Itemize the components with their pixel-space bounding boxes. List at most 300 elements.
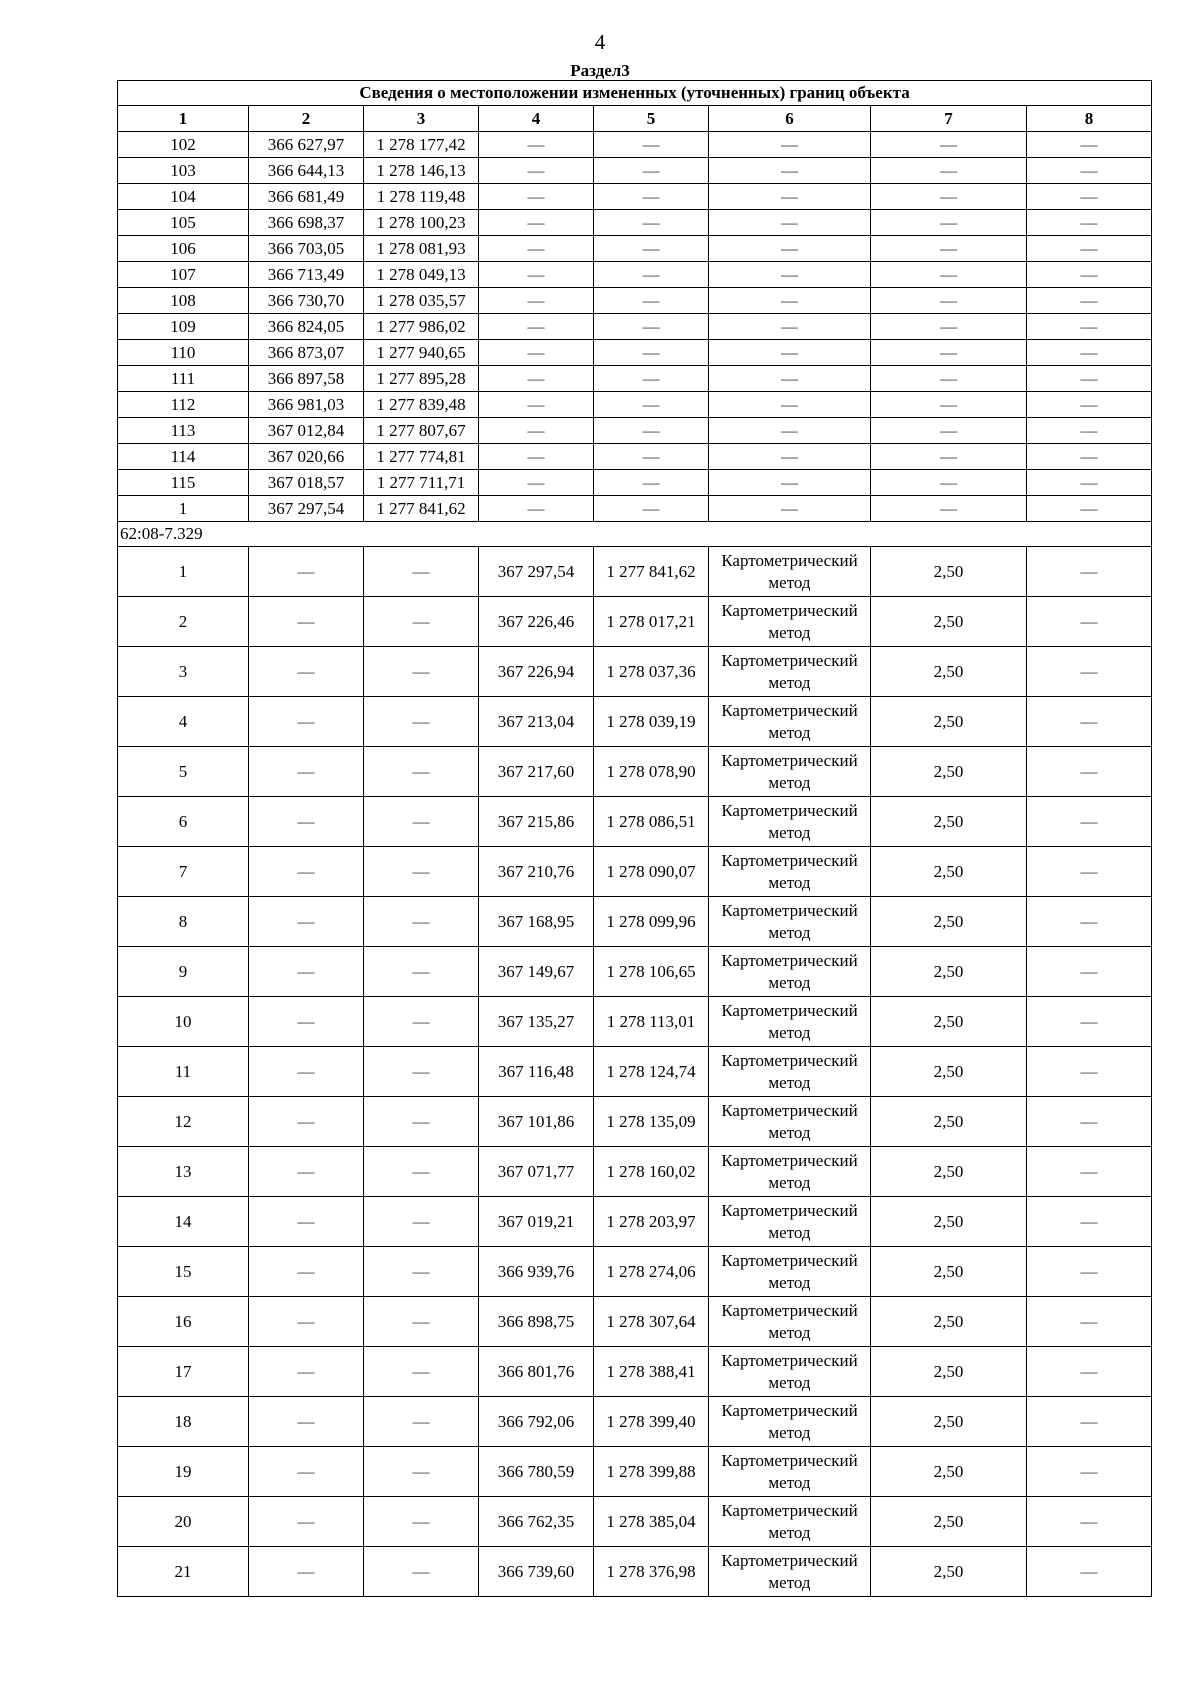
boundary-table xyxy=(117,80,1152,1597)
table-cell: — xyxy=(364,747,479,797)
table-cell: 102 xyxy=(118,132,249,158)
table-cell: — xyxy=(1027,1247,1152,1297)
table-cell: — xyxy=(594,496,709,522)
table-cell: 2,50 xyxy=(871,947,1027,997)
table-cell: 1 278 078,90 xyxy=(594,747,709,797)
table-row xyxy=(118,1197,1152,1247)
table-cell: — xyxy=(1027,210,1152,236)
table-cell: — xyxy=(1027,314,1152,340)
table-cell: 11 xyxy=(118,1047,249,1097)
table-cell: — xyxy=(249,747,364,797)
table-cell: 367 215,86 xyxy=(479,797,594,847)
table-cell: — xyxy=(871,340,1027,366)
table-cell: 366 898,75 xyxy=(479,1297,594,1347)
table-cell: 19 xyxy=(118,1447,249,1497)
table-cell: — xyxy=(364,1297,479,1347)
table-cell: 2,50 xyxy=(871,1397,1027,1447)
table-cell: 1 277 711,71 xyxy=(364,470,479,496)
table-cell: 110 xyxy=(118,340,249,366)
table-cell: 113 xyxy=(118,418,249,444)
table-row xyxy=(118,797,1152,847)
table-cell: 2,50 xyxy=(871,1447,1027,1497)
table-cell: — xyxy=(1027,366,1152,392)
table-cell: 2,50 xyxy=(871,1047,1027,1097)
table-cell: — xyxy=(479,288,594,314)
table-cell: 2,50 xyxy=(871,1147,1027,1197)
table-cell: 367 101,86 xyxy=(479,1097,594,1147)
table-cell: — xyxy=(709,470,871,496)
table-cell: 367 071,77 xyxy=(479,1147,594,1197)
table-cell: — xyxy=(709,444,871,470)
table-cell: — xyxy=(479,210,594,236)
table-cell: 2,50 xyxy=(871,597,1027,647)
table-cell: — xyxy=(709,158,871,184)
table-cell: 1 278 307,64 xyxy=(594,1297,709,1347)
table-cell: 1 278 399,40 xyxy=(594,1397,709,1447)
table-cell: — xyxy=(871,366,1027,392)
table-cell: — xyxy=(594,418,709,444)
table-cell: — xyxy=(594,262,709,288)
table-cell: 1 278 124,74 xyxy=(594,1047,709,1097)
table-cell: — xyxy=(709,496,871,522)
table-cell: 1 278 099,96 xyxy=(594,897,709,947)
table-cell: 2,50 xyxy=(871,847,1027,897)
table-cell: — xyxy=(249,1097,364,1147)
table-cell: 366 981,03 xyxy=(249,392,364,418)
table-cell: — xyxy=(479,392,594,418)
table-row xyxy=(118,747,1152,797)
table-cell: — xyxy=(249,1297,364,1347)
table-cell: — xyxy=(871,444,1027,470)
table-cell: 6 xyxy=(118,797,249,847)
table-cell: Картометрический метод xyxy=(709,847,871,897)
table-cell: — xyxy=(1027,184,1152,210)
table-cell: 367 226,46 xyxy=(479,597,594,647)
table-cell: — xyxy=(594,132,709,158)
table-cell: Картометрический метод xyxy=(709,597,871,647)
table-cell: — xyxy=(249,697,364,747)
table-cell: 1 xyxy=(118,547,249,597)
table-cell: 2,50 xyxy=(871,1497,1027,1547)
table-cell: — xyxy=(1027,1497,1152,1547)
table-cell: — xyxy=(249,1197,364,1247)
table-cell: 366 730,70 xyxy=(249,288,364,314)
table-cell: — xyxy=(1027,496,1152,522)
table-cell: — xyxy=(364,1547,479,1597)
table-cell: Картометрический метод xyxy=(709,1097,871,1147)
table-cell: 366 792,06 xyxy=(479,1397,594,1447)
table-cell: Картометрический метод xyxy=(709,547,871,597)
table-cell: 2,50 xyxy=(871,897,1027,947)
table-cell: — xyxy=(364,947,479,997)
table-cell: 14 xyxy=(118,1197,249,1247)
table-cell: 1 277 839,48 xyxy=(364,392,479,418)
table-cell: 366 713,49 xyxy=(249,262,364,288)
column-header: 8 xyxy=(1027,106,1152,132)
table-cell: 104 xyxy=(118,184,249,210)
table-cell: 17 xyxy=(118,1347,249,1397)
table-cell: — xyxy=(479,158,594,184)
table-cell: 21 xyxy=(118,1547,249,1597)
table-cell: 112 xyxy=(118,392,249,418)
table-cell: — xyxy=(479,314,594,340)
table-cell: — xyxy=(1027,158,1152,184)
table-cell: 1 278 037,36 xyxy=(594,647,709,697)
table-cell: — xyxy=(479,470,594,496)
table-cell: — xyxy=(594,210,709,236)
table-cell: 2,50 xyxy=(871,997,1027,1047)
table-cell: — xyxy=(871,236,1027,262)
table-cell: — xyxy=(1027,1197,1152,1247)
table-cell: — xyxy=(871,132,1027,158)
table-cell: 367 226,94 xyxy=(479,647,594,697)
table-cell: 2,50 xyxy=(871,647,1027,697)
table-row xyxy=(118,1347,1152,1397)
table-row xyxy=(118,1147,1152,1197)
table-cell: — xyxy=(364,1147,479,1197)
page-number: 4 xyxy=(594,30,606,54)
table-cell: 1 277 841,62 xyxy=(364,496,479,522)
table-cell: 367 217,60 xyxy=(479,747,594,797)
table-row xyxy=(118,444,1152,470)
table-cell: — xyxy=(1027,797,1152,847)
table-row xyxy=(118,132,1152,158)
parcel-label: 62:08-7.329 xyxy=(118,522,1152,547)
table-cell: — xyxy=(479,236,594,262)
table-cell: 106 xyxy=(118,236,249,262)
table-cell: — xyxy=(479,132,594,158)
table-cell: 1 278 086,51 xyxy=(594,797,709,847)
table-cell: — xyxy=(594,366,709,392)
table-cell: — xyxy=(364,797,479,847)
table-row xyxy=(118,210,1152,236)
table-cell: — xyxy=(1027,947,1152,997)
table-cell: 1 278 017,21 xyxy=(594,597,709,647)
table-cell: — xyxy=(1027,1547,1152,1597)
table-cell: — xyxy=(249,1397,364,1447)
table-cell: 366 644,13 xyxy=(249,158,364,184)
table-cell: — xyxy=(364,1247,479,1297)
table-cell: 111 xyxy=(118,366,249,392)
table-cell: Картометрический метод xyxy=(709,897,871,947)
table-cell: 5 xyxy=(118,747,249,797)
table-cell: 10 xyxy=(118,997,249,1047)
table-cell: — xyxy=(1027,1147,1152,1197)
table-cell: 367 018,57 xyxy=(249,470,364,496)
table-cell: — xyxy=(364,1397,479,1447)
table-cell: — xyxy=(479,184,594,210)
table-row xyxy=(118,288,1152,314)
table-cell: 1 278 106,65 xyxy=(594,947,709,997)
table-cell: — xyxy=(871,392,1027,418)
table-row xyxy=(118,1547,1152,1597)
table-row xyxy=(118,947,1152,997)
table-cell: — xyxy=(594,340,709,366)
table-row xyxy=(118,847,1152,897)
table-cell: — xyxy=(594,158,709,184)
table-cell: — xyxy=(479,262,594,288)
table-cell: 366 698,37 xyxy=(249,210,364,236)
table-row xyxy=(118,1297,1152,1347)
table-cell: 107 xyxy=(118,262,249,288)
table-cell: — xyxy=(1027,747,1152,797)
table-cell: 109 xyxy=(118,314,249,340)
table-cell: 105 xyxy=(118,210,249,236)
parcel-row xyxy=(118,522,1152,547)
table-cell: 367 135,27 xyxy=(479,997,594,1047)
column-header: 3 xyxy=(364,106,479,132)
table-cell: Картометрический метод xyxy=(709,647,871,697)
table-row xyxy=(118,392,1152,418)
table-row xyxy=(118,1447,1152,1497)
table-cell: 13 xyxy=(118,1147,249,1197)
table-cell: 115 xyxy=(118,470,249,496)
table-row xyxy=(118,1047,1152,1097)
table-cell: 366 703,05 xyxy=(249,236,364,262)
table-cell: 366 801,76 xyxy=(479,1347,594,1397)
table-row xyxy=(118,1247,1152,1297)
table-cell: — xyxy=(1027,997,1152,1047)
table-cell: — xyxy=(709,288,871,314)
table-row xyxy=(118,597,1152,647)
column-header: 4 xyxy=(479,106,594,132)
table-cell: 1 277 940,65 xyxy=(364,340,479,366)
table-cell: Картометрический метод xyxy=(709,747,871,797)
table-cell: — xyxy=(871,288,1027,314)
table-cell: Картометрический метод xyxy=(709,1247,871,1297)
table-cell: — xyxy=(249,797,364,847)
header-row xyxy=(118,106,1152,132)
table-cell: — xyxy=(1027,340,1152,366)
table-cell: — xyxy=(871,262,1027,288)
table-cell: 366 762,35 xyxy=(479,1497,594,1547)
table-cell: — xyxy=(249,947,364,997)
table-cell: 1 278 376,98 xyxy=(594,1547,709,1597)
table-cell: 1 278 385,04 xyxy=(594,1497,709,1547)
table-cell: 367 149,67 xyxy=(479,947,594,997)
table-row xyxy=(118,697,1152,747)
table-cell: 1 278 146,13 xyxy=(364,158,479,184)
table-cell: — xyxy=(249,1547,364,1597)
table-cell: — xyxy=(1027,418,1152,444)
table-row xyxy=(118,997,1152,1047)
table-cell: — xyxy=(249,1447,364,1497)
table-cell: 366 873,07 xyxy=(249,340,364,366)
table-cell: 1 278 399,88 xyxy=(594,1447,709,1497)
table-cell: 2,50 xyxy=(871,1347,1027,1397)
table-cell: 8 xyxy=(118,897,249,947)
table-cell: 4 xyxy=(118,697,249,747)
table-cell: — xyxy=(249,547,364,597)
table-cell: — xyxy=(364,1447,479,1497)
table-cell: Картометрический метод xyxy=(709,1047,871,1097)
table-cell: — xyxy=(249,647,364,697)
table-cell: 2,50 xyxy=(871,1547,1027,1597)
table-cell: 367 168,95 xyxy=(479,897,594,947)
table-cell: — xyxy=(249,997,364,1047)
table-cell: 366 824,05 xyxy=(249,314,364,340)
table-cell: 366 897,58 xyxy=(249,366,364,392)
table-cell: — xyxy=(709,392,871,418)
table-cell: — xyxy=(364,1047,479,1097)
table-row xyxy=(118,547,1152,597)
table-cell: 1 278 119,48 xyxy=(364,184,479,210)
table-cell: — xyxy=(249,1347,364,1397)
table-row xyxy=(118,496,1152,522)
column-header: 5 xyxy=(594,106,709,132)
table-cell: — xyxy=(364,1097,479,1147)
table-cell: 15 xyxy=(118,1247,249,1297)
table-row xyxy=(118,897,1152,947)
table-cell: 1 278 035,57 xyxy=(364,288,479,314)
table-cell: — xyxy=(709,132,871,158)
table-cell: — xyxy=(249,897,364,947)
table-cell: — xyxy=(594,470,709,496)
table-cell: — xyxy=(1027,547,1152,597)
table-cell: — xyxy=(709,210,871,236)
table-cell: 1 277 986,02 xyxy=(364,314,479,340)
table-cell: Картометрический метод xyxy=(709,797,871,847)
table-cell: 366 739,60 xyxy=(479,1547,594,1597)
table-cell: 2,50 xyxy=(871,1197,1027,1247)
table-cell: 16 xyxy=(118,1297,249,1347)
table-cell: — xyxy=(594,236,709,262)
table-cell: 1 278 113,01 xyxy=(594,997,709,1047)
table-title-row xyxy=(118,81,1152,106)
table-cell: 366 627,97 xyxy=(249,132,364,158)
table-cell: 7 xyxy=(118,847,249,897)
table-cell: 367 297,54 xyxy=(479,547,594,597)
table-cell: — xyxy=(364,647,479,697)
table-cell: Картометрический метод xyxy=(709,697,871,747)
table-cell: — xyxy=(1027,392,1152,418)
table-row xyxy=(118,1497,1152,1547)
table-row xyxy=(118,184,1152,210)
table-cell: — xyxy=(871,158,1027,184)
table-cell: 2,50 xyxy=(871,1297,1027,1347)
table-cell: — xyxy=(1027,847,1152,897)
table-cell: — xyxy=(709,314,871,340)
table-row xyxy=(118,418,1152,444)
table-cell: — xyxy=(364,897,479,947)
table-cell: — xyxy=(364,1197,479,1247)
table-cell: — xyxy=(479,444,594,470)
table-cell: — xyxy=(479,418,594,444)
table-cell: — xyxy=(479,366,594,392)
table-cell: Картометрический метод xyxy=(709,1297,871,1347)
table-cell: 1 278 081,93 xyxy=(364,236,479,262)
table-cell: 9 xyxy=(118,947,249,997)
table-cell: — xyxy=(1027,470,1152,496)
table-cell: — xyxy=(871,314,1027,340)
table-cell: — xyxy=(709,236,871,262)
table-cell: — xyxy=(594,184,709,210)
table-row xyxy=(118,340,1152,366)
table-row xyxy=(118,647,1152,697)
table-cell: 1 278 203,97 xyxy=(594,1197,709,1247)
table-cell: 2 xyxy=(118,597,249,647)
table-cell: — xyxy=(709,184,871,210)
table-row xyxy=(118,1097,1152,1147)
column-header: 1 xyxy=(118,106,249,132)
table-cell: — xyxy=(249,597,364,647)
table-cell: 1 277 774,81 xyxy=(364,444,479,470)
table-cell: — xyxy=(249,1047,364,1097)
table-cell: — xyxy=(594,444,709,470)
table-cell: — xyxy=(709,340,871,366)
table-cell: 1 278 100,23 xyxy=(364,210,479,236)
table-cell: — xyxy=(1027,132,1152,158)
table-cell: 1 278 160,02 xyxy=(594,1147,709,1197)
table-cell: — xyxy=(249,1247,364,1297)
table-cell: 2,50 xyxy=(871,747,1027,797)
table-cell: — xyxy=(1027,262,1152,288)
table-cell: 1 278 388,41 xyxy=(594,1347,709,1397)
table-cell: — xyxy=(594,288,709,314)
table-cell: 366 681,49 xyxy=(249,184,364,210)
table-cell: 366 780,59 xyxy=(479,1447,594,1497)
table-cell: Картометрический метод xyxy=(709,1497,871,1547)
table-cell: — xyxy=(364,597,479,647)
table-cell: 367 116,48 xyxy=(479,1047,594,1097)
table-cell: 12 xyxy=(118,1097,249,1147)
table-cell: 114 xyxy=(118,444,249,470)
table-cell: — xyxy=(871,496,1027,522)
table-cell: 1 278 049,13 xyxy=(364,262,479,288)
table-row xyxy=(118,1397,1152,1447)
table-cell: Картометрический метод xyxy=(709,1147,871,1197)
table-cell: — xyxy=(249,1147,364,1197)
table-cell: — xyxy=(594,392,709,418)
table-cell: 103 xyxy=(118,158,249,184)
table-cell: Картометрический метод xyxy=(709,1347,871,1397)
table-cell: Картометрический метод xyxy=(709,1547,871,1597)
table-cell: — xyxy=(1027,288,1152,314)
table-cell: — xyxy=(709,366,871,392)
table-cell: 1 xyxy=(118,496,249,522)
table-cell: 367 020,66 xyxy=(249,444,364,470)
table-cell: 1 278 274,06 xyxy=(594,1247,709,1297)
column-header: 7 xyxy=(871,106,1027,132)
table-cell: — xyxy=(871,418,1027,444)
table-cell: — xyxy=(249,847,364,897)
table-cell: 108 xyxy=(118,288,249,314)
table-cell: Картометрический метод xyxy=(709,1447,871,1497)
table-cell: 1 278 177,42 xyxy=(364,132,479,158)
table-cell: 367 210,76 xyxy=(479,847,594,897)
table-cell: — xyxy=(479,496,594,522)
table-cell: — xyxy=(871,184,1027,210)
table-cell: — xyxy=(364,847,479,897)
table-cell: — xyxy=(1027,1297,1152,1347)
table-cell: — xyxy=(1027,597,1152,647)
column-header: 2 xyxy=(249,106,364,132)
table-cell: — xyxy=(364,997,479,1047)
table-cell: 1 277 841,62 xyxy=(594,547,709,597)
table-cell: 367 297,54 xyxy=(249,496,364,522)
table-cell: 1 278 135,09 xyxy=(594,1097,709,1147)
table-cell: — xyxy=(1027,697,1152,747)
table-cell: 367 019,21 xyxy=(479,1197,594,1247)
table-cell: — xyxy=(1027,897,1152,947)
table-cell: Картометрический метод xyxy=(709,1397,871,1447)
table-row xyxy=(118,262,1152,288)
table-row xyxy=(118,236,1152,262)
table-cell: 2,50 xyxy=(871,1247,1027,1297)
table-cell: — xyxy=(871,470,1027,496)
table-cell: — xyxy=(364,697,479,747)
table-cell: 18 xyxy=(118,1397,249,1447)
